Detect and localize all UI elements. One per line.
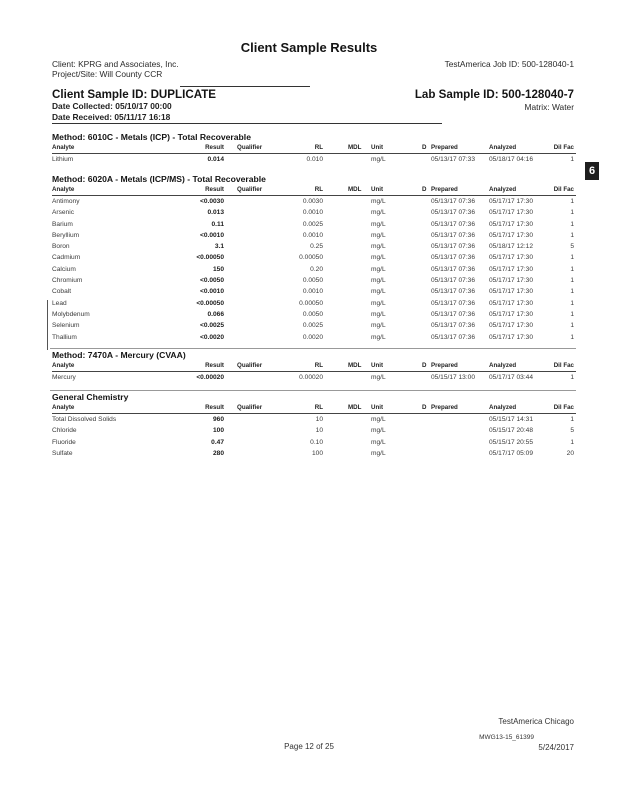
page-title: Client Sample Results — [240, 40, 378, 55]
cell-analyzed: 05/15/17 20:55 — [489, 438, 533, 446]
section-title: Method: 6020A - Metals (ICP/MS) - Total Recoverable — [52, 174, 266, 184]
col-d: D — [422, 404, 427, 411]
cell-dil: 20 — [566, 449, 574, 457]
col-result: Result — [205, 404, 224, 411]
cell-result: <0.00020 — [196, 374, 224, 381]
col-unit: Unit — [371, 404, 384, 411]
cell-unit: mg/L — [371, 254, 386, 262]
section-title: Method: 6010C - Metals (ICP) - Total Recoverable — [52, 132, 251, 142]
cell-prepared: 05/13/17 07:36 — [431, 322, 475, 330]
cell-analyte: Chromium — [52, 277, 83, 285]
table-row — [52, 219, 576, 230]
footer-page-number: Page 12 of 25 — [284, 742, 334, 751]
cell-rl: 100 — [311, 449, 323, 457]
cell-rl: 10 — [315, 427, 323, 435]
cell-rl: 0.0025 — [302, 220, 323, 228]
table-header — [52, 143, 576, 154]
section-title: General Chemistry — [52, 392, 129, 402]
col-rl: RL — [314, 362, 323, 369]
cell-dil: 1 — [570, 333, 574, 341]
cell-dil: 1 — [570, 198, 574, 205]
cell-analyte: Fluoride — [52, 438, 76, 446]
cell-prepared: 05/13/17 07:33 — [431, 156, 475, 163]
cell-analyte: Calcium — [52, 265, 76, 273]
table-row — [52, 320, 576, 331]
cell-rl: 0.0010 — [302, 231, 323, 239]
section-divider — [50, 390, 576, 391]
cell-rl: 10 — [315, 416, 323, 423]
cell-result: 280 — [212, 449, 224, 457]
cell-result: <0.0010 — [199, 231, 224, 239]
margin-bar — [47, 300, 48, 350]
cell-analyzed: 05/17/17 17:30 — [489, 277, 533, 285]
cell-unit: mg/L — [371, 299, 386, 307]
table-row — [52, 298, 576, 309]
col-rl: RL — [314, 186, 323, 193]
cell-analyzed: 05/17/17 17:30 — [489, 198, 533, 205]
col-dil-fac: Dil Fac — [553, 144, 574, 151]
cell-analyte: Thallium — [52, 333, 77, 341]
cell-prepared: 05/13/17 07:36 — [431, 231, 475, 239]
col-analyte: Analyte — [52, 186, 75, 193]
cell-analyte: Mercury — [52, 374, 76, 381]
table-header — [52, 403, 576, 414]
cell-dil: 1 — [570, 220, 574, 228]
cell-prepared: 05/13/17 07:36 — [431, 288, 475, 296]
cell-dil: 1 — [570, 277, 574, 285]
cell-result: <0.0030 — [199, 198, 224, 205]
matrix: Matrix: Water — [524, 102, 574, 112]
cell-analyzed: 05/17/17 17:30 — [489, 231, 533, 239]
col-unit: Unit — [371, 186, 384, 193]
cell-rl: 0.010 — [306, 156, 323, 163]
cell-analyte: Barium — [52, 220, 73, 228]
table-row — [52, 448, 576, 459]
cell-dil: 1 — [570, 209, 574, 217]
col-rl: RL — [314, 144, 323, 151]
cell-analyte: Beryllium — [52, 231, 80, 239]
table-row — [52, 414, 576, 425]
cell-analyzed: 05/15/17 20:48 — [489, 427, 533, 435]
cell-dil: 1 — [570, 231, 574, 239]
project-site: Project/Site: Will County CCR — [52, 69, 163, 79]
cell-result: <0.0050 — [199, 277, 224, 285]
cell-unit: mg/L — [371, 231, 386, 239]
cell-unit: mg/L — [371, 243, 386, 251]
cell-unit: mg/L — [371, 333, 386, 341]
cell-result: <0.0025 — [199, 322, 224, 330]
cell-result: 3.1 — [214, 243, 224, 251]
cell-rl: 0.0020 — [302, 333, 323, 341]
cell-result: 150 — [212, 265, 224, 273]
section-rows — [52, 196, 576, 343]
cell-prepared: 05/13/17 07:36 — [431, 265, 475, 273]
col-prepared: Prepared — [431, 404, 458, 411]
cell-prepared: 05/15/17 13:00 — [431, 374, 475, 381]
cell-rl: 0.20 — [310, 265, 323, 273]
table-row — [52, 372, 576, 383]
cell-unit: mg/L — [371, 438, 386, 446]
section-7470a — [52, 350, 576, 383]
table-header — [52, 185, 576, 196]
table-row — [52, 275, 576, 286]
col-result: Result — [205, 362, 224, 369]
cell-result: 0.013 — [207, 209, 224, 217]
cell-dil: 1 — [570, 254, 574, 262]
section-6010c — [52, 132, 576, 165]
cell-analyte: Cobalt — [52, 288, 72, 296]
cell-dil: 1 — [570, 288, 574, 296]
cell-analyzed: 05/17/17 17:30 — [489, 333, 533, 341]
cell-result: 0.066 — [207, 310, 224, 318]
cell-prepared: 05/13/17 07:36 — [431, 243, 475, 251]
cell-prepared: 05/13/17 07:36 — [431, 310, 475, 318]
cell-result: <0.0010 — [199, 288, 224, 296]
col-analyzed: Analyzed — [489, 362, 517, 369]
cell-result: <0.00050 — [196, 299, 224, 307]
cell-analyzed: 05/18/17 12:12 — [489, 243, 533, 251]
col-analyzed: Analyzed — [489, 186, 517, 193]
cell-result: 0.11 — [211, 220, 224, 228]
cell-analyte: Boron — [52, 243, 70, 251]
cell-analyzed: 05/17/17 17:30 — [489, 220, 533, 228]
client-sample-id: Client Sample ID: DUPLICATE — [52, 88, 217, 101]
col-qualifier: Qualifier — [237, 144, 263, 151]
cell-unit: mg/L — [371, 374, 386, 381]
cell-analyzed: 05/18/17 04:16 — [489, 156, 533, 163]
col-dil-fac: Dil Fac — [553, 404, 574, 411]
cell-analyzed: 05/17/17 17:30 — [489, 310, 533, 318]
cell-analyzed: 05/17/17 03:44 — [489, 374, 533, 381]
cell-result: <0.00050 — [196, 254, 224, 262]
cell-prepared: 05/13/17 07:36 — [431, 209, 475, 217]
cell-rl: 0.0010 — [302, 288, 323, 296]
cell-unit: mg/L — [371, 427, 386, 435]
cell-rl: 0.00050 — [299, 254, 323, 262]
cell-dil: 1 — [570, 374, 574, 381]
cell-analyte: Molybdenum — [52, 310, 90, 318]
cell-analyte: Chloride — [52, 427, 77, 435]
col-qualifier: Qualifier — [237, 404, 263, 411]
cell-dil: 5 — [570, 427, 574, 435]
col-unit: Unit — [371, 362, 384, 369]
cell-unit: mg/L — [371, 322, 386, 330]
table-row — [52, 332, 576, 343]
section-rows — [52, 154, 576, 165]
col-mdl: MDL — [348, 144, 362, 151]
cell-prepared: 05/13/17 07:36 — [431, 299, 475, 307]
cell-analyte: Arsenic — [52, 209, 74, 217]
col-result: Result — [205, 144, 224, 151]
col-prepared: Prepared — [431, 144, 458, 151]
cell-unit: mg/L — [371, 449, 386, 457]
cell-prepared: 05/13/17 07:36 — [431, 277, 475, 285]
cell-analyzed: 05/17/17 17:30 — [489, 254, 533, 262]
col-mdl: MDL — [348, 362, 362, 369]
cell-result: 0.47 — [211, 438, 224, 446]
table-row — [52, 286, 576, 297]
cell-analyzed: 05/17/17 17:30 — [489, 288, 533, 296]
col-analyte: Analyte — [52, 144, 75, 151]
cell-result: <0.0020 — [199, 333, 224, 341]
table-row — [52, 309, 576, 320]
section-tab-badge: 6 — [585, 162, 599, 180]
cell-dil: 1 — [570, 156, 574, 163]
cell-dil: 1 — [570, 265, 574, 273]
table-row — [52, 264, 576, 275]
cell-unit: mg/L — [371, 310, 386, 318]
col-prepared: Prepared — [431, 362, 458, 369]
cell-unit: mg/L — [371, 416, 386, 423]
cell-unit: mg/L — [371, 277, 386, 285]
cell-rl: 0.0010 — [302, 209, 323, 217]
section-rows — [52, 414, 576, 459]
cell-unit: mg/L — [371, 156, 386, 163]
section-title: Method: 7470A - Mercury (CVAA) — [52, 350, 186, 360]
col-d: D — [422, 186, 427, 193]
table-row — [52, 207, 576, 218]
footer-date: 5/24/2017 — [538, 743, 574, 752]
client-name: Client: KPRG and Associates, Inc. — [52, 59, 179, 69]
lab-sample-id: Lab Sample ID: 500-128040-7 — [414, 88, 574, 101]
cell-analyte: Lithium — [52, 156, 74, 163]
table-row — [52, 252, 576, 263]
footer-doc-code: MWG13-15_61399 — [479, 734, 534, 741]
table-row — [52, 241, 576, 252]
cell-analyte: Total Dissolved Solids — [52, 416, 117, 423]
table-row — [52, 196, 576, 207]
table-row — [52, 425, 576, 436]
table-row — [52, 230, 576, 241]
cell-rl: 0.10 — [310, 438, 323, 446]
col-qualifier: Qualifier — [237, 362, 263, 369]
footer-company: TestAmerica Chicago — [498, 717, 574, 726]
cell-dil: 1 — [570, 310, 574, 318]
cell-dil: 1 — [570, 322, 574, 330]
date-collected: Date Collected: 05/10/17 00:00 — [52, 101, 172, 111]
section-6020a — [52, 174, 576, 343]
header-rule — [180, 86, 310, 87]
cell-analyzed: 05/17/17 05:09 — [489, 449, 533, 457]
cell-result: 0.014 — [207, 156, 224, 163]
col-prepared: Prepared — [431, 186, 458, 193]
col-d: D — [422, 362, 427, 369]
col-dil-fac: Dil Fac — [553, 362, 574, 369]
section-rows — [52, 372, 576, 383]
cell-analyzed: 05/17/17 17:30 — [489, 209, 533, 217]
table-row — [52, 154, 576, 165]
col-analyzed: Analyzed — [489, 144, 517, 151]
cell-rl: 0.0050 — [302, 310, 323, 318]
cell-prepared: 05/13/17 07:36 — [431, 254, 475, 262]
job-id: TestAmerica Job ID: 500-128040-1 — [444, 59, 574, 69]
date-received: Date Received: 05/11/17 16:18 — [52, 112, 171, 122]
col-dil-fac: Dil Fac — [553, 186, 574, 193]
cell-analyte: Sulfate — [52, 449, 73, 457]
cell-unit: mg/L — [371, 265, 386, 273]
col-analyte: Analyte — [52, 404, 75, 411]
cell-rl: 0.25 — [310, 243, 323, 251]
cell-dil: 1 — [570, 438, 574, 446]
cell-rl: 0.0030 — [302, 198, 323, 205]
cell-dil: 1 — [570, 299, 574, 307]
cell-analyzed: 05/17/17 17:30 — [489, 322, 533, 330]
cell-prepared: 05/13/17 07:36 — [431, 333, 475, 341]
col-qualifier: Qualifier — [237, 186, 263, 193]
col-mdl: MDL — [348, 186, 362, 193]
cell-analyzed: 05/17/17 17:30 — [489, 299, 533, 307]
col-rl: RL — [314, 404, 323, 411]
section-general-chemistry — [52, 392, 576, 459]
table-row — [52, 437, 576, 448]
cell-rl: 0.0025 — [302, 322, 323, 330]
cell-analyzed: 05/17/17 17:30 — [489, 265, 533, 273]
cell-rl: 0.0050 — [302, 277, 323, 285]
section-divider — [50, 348, 576, 349]
cell-analyte: Cadmium — [52, 254, 81, 262]
cell-unit: mg/L — [371, 288, 386, 296]
cell-dil: 1 — [570, 416, 574, 423]
cell-analyte: Lead — [52, 299, 67, 307]
header-bottom-rule — [52, 123, 442, 124]
cell-prepared: 05/13/17 07:36 — [431, 198, 475, 205]
cell-prepared: 05/13/17 07:36 — [431, 220, 475, 228]
cell-dil: 5 — [570, 243, 574, 251]
cell-unit: mg/L — [371, 198, 386, 205]
table-header — [52, 361, 576, 372]
col-mdl: MDL — [348, 404, 362, 411]
cell-rl: 0.00050 — [299, 299, 323, 307]
cell-analyzed: 05/15/17 14:31 — [489, 416, 533, 423]
cell-unit: mg/L — [371, 220, 386, 228]
cell-unit: mg/L — [371, 209, 386, 217]
cell-analyte: Antimony — [52, 198, 80, 205]
cell-rl: 0.00020 — [299, 374, 323, 381]
col-d: D — [422, 144, 427, 151]
col-result: Result — [205, 186, 224, 193]
cell-analyte: Selenium — [52, 322, 80, 330]
col-analyte: Analyte — [52, 362, 75, 369]
cell-result: 960 — [212, 416, 224, 423]
col-analyzed: Analyzed — [489, 404, 517, 411]
col-unit: Unit — [371, 144, 384, 151]
cell-result: 100 — [212, 427, 224, 435]
